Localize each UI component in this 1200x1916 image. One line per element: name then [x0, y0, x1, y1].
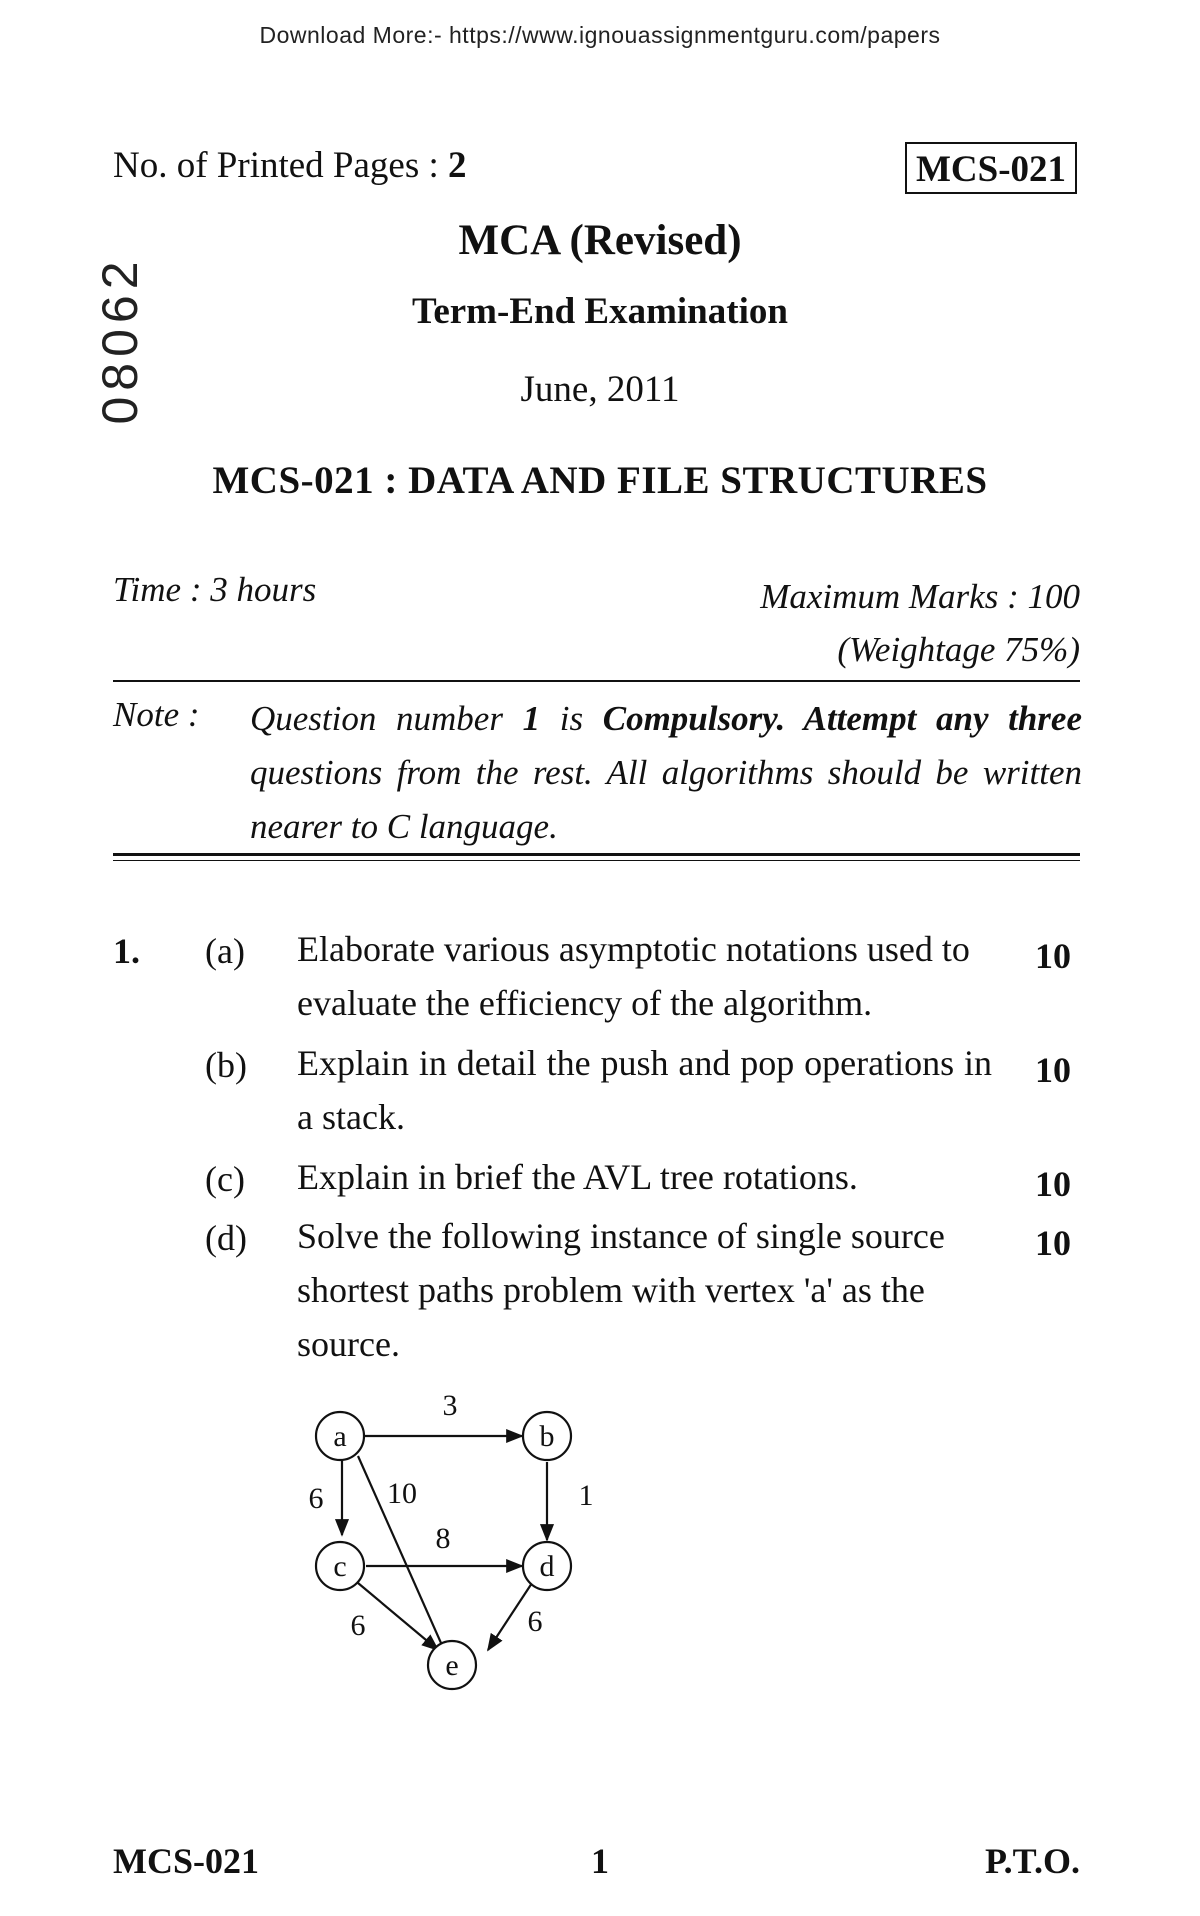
printed-pages-value: 2 [448, 145, 467, 186]
footer-course-code: MCS-021 [113, 1841, 259, 1881]
exam-title: Term-End Examination [412, 291, 788, 332]
note-part-3: is [540, 699, 603, 738]
part-b-marks: 10 [1035, 1050, 1071, 1090]
node-c-label: c [333, 1550, 347, 1583]
node-b-label: b [539, 1420, 555, 1453]
footer-pto: P.T.O. [984, 1841, 1080, 1881]
part-c-text: Explain in brief the AVL tree rotations. [297, 1157, 858, 1197]
part-d-text: Solve the following instance of single source shortest paths problem with vertex 'a' as the source. [297, 1216, 945, 1364]
divider-bottom [113, 853, 1080, 856]
programme-title: MCA (Revised) [458, 217, 742, 264]
weight-a-c: 6 [308, 1482, 324, 1515]
part-a-marks: 10 [1035, 936, 1071, 976]
question-number: 1. [113, 931, 140, 971]
printed-pages-label: No. of Printed Pages : [113, 145, 439, 186]
weight-a-e: 10 [387, 1477, 417, 1510]
exam-date: June, 2011 [520, 369, 680, 410]
node-a-label: a [333, 1420, 347, 1453]
part-d-label: (d) [205, 1218, 247, 1258]
subject-title: MCS-021 : DATA AND FILE STRUCTURES [212, 459, 988, 502]
part-d-marks: 10 [1035, 1223, 1071, 1263]
printed-pages [113, 144, 467, 187]
node-e-label: e [445, 1649, 459, 1682]
part-b-label: (b) [205, 1045, 247, 1085]
note-text [250, 692, 1082, 854]
part-b-text: Explain in detail the push and pop operations in a stack. [297, 1043, 992, 1137]
weight-c-d: 8 [435, 1522, 451, 1555]
marks-block [760, 570, 1080, 676]
divider-bottom-thin [113, 860, 1080, 861]
note-label: Note : [113, 695, 200, 734]
shortest-path-graph [300, 1370, 620, 1730]
note-part-4: Compulsory. Attempt any three [602, 699, 1082, 738]
part-a-label: (a) [205, 931, 245, 971]
part-c-label: (c) [205, 1159, 245, 1199]
download-link-line: Download More:- https://www.ignouassignmentguru.com/papers [259, 22, 941, 48]
weight-c-e: 6 [350, 1609, 366, 1642]
course-code-box: MCS-021 [905, 142, 1077, 194]
edge-c-e [358, 1583, 438, 1650]
serial-number: 08062 [92, 255, 148, 425]
time-allowed: Time : 3 hours [113, 570, 317, 609]
node-d-label: d [539, 1550, 555, 1583]
maximum-marks: Maximum Marks : 100 [760, 577, 1080, 616]
divider-top [113, 680, 1080, 682]
weight-b-d: 1 [578, 1479, 594, 1512]
note-part-5: questions from the rest. All algorithms should be written nearer to C language. [250, 753, 1082, 846]
weight-d-e: 6 [527, 1605, 543, 1638]
footer-page-number: 1 [591, 1841, 609, 1881]
part-a-text: Elaborate various asymptotic notations used to evaluate the efficiency of the algorithm. [297, 929, 970, 1023]
edge-d-e [488, 1583, 532, 1650]
part-c-marks: 10 [1035, 1164, 1071, 1204]
note-part-1: Question number [250, 699, 523, 738]
weightage: (Weightage 75%) [837, 630, 1080, 669]
note-part-2: 1 [522, 699, 541, 738]
weight-a-b: 3 [442, 1389, 458, 1422]
